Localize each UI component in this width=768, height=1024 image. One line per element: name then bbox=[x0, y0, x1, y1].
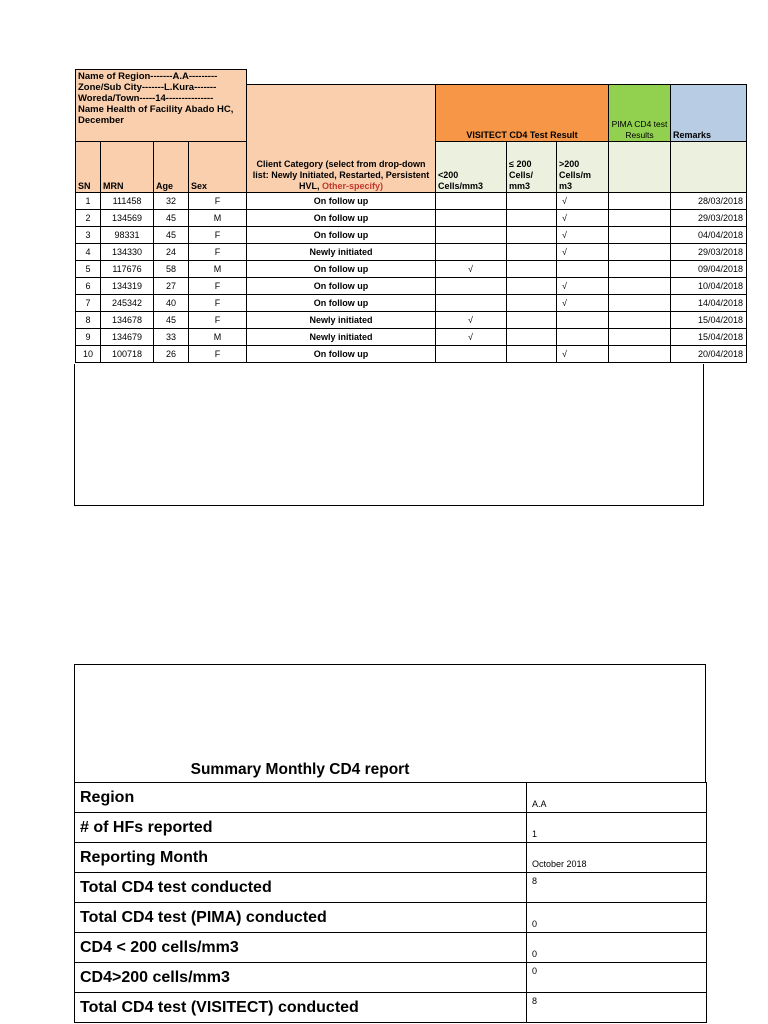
lt200-cell: √ bbox=[436, 312, 507, 329]
category-cell: Newly initiated bbox=[247, 244, 436, 261]
lt200-cell: √ bbox=[436, 261, 507, 278]
age-cell: 40 bbox=[154, 295, 189, 312]
pima-cell bbox=[609, 278, 671, 295]
gt200-cell: √ bbox=[557, 278, 609, 295]
le200-header: ≤ 200 Cells/ mm3 bbox=[507, 142, 557, 193]
summary-value: 1 bbox=[527, 813, 707, 843]
sex-cell: M bbox=[189, 261, 247, 278]
sn-header: SN bbox=[76, 142, 101, 193]
summary-label: Total CD4 test conducted bbox=[75, 873, 527, 903]
le200-cell bbox=[507, 227, 557, 244]
table-row bbox=[76, 346, 747, 363]
le200-cell bbox=[507, 312, 557, 329]
mrn-cell: 111458 bbox=[101, 193, 154, 210]
table-row bbox=[76, 312, 747, 329]
lt200-header: <200 Cells/mm3 bbox=[436, 142, 507, 193]
pima-header: PIMA CD4 test Results bbox=[609, 85, 671, 142]
remark-cell: 29/03/2018 bbox=[671, 244, 747, 261]
sn-cell: 8 bbox=[76, 312, 101, 329]
category-cell: On follow up bbox=[247, 227, 436, 244]
remark-cell: 10/04/2018 bbox=[671, 278, 747, 295]
sn-cell: 3 bbox=[76, 227, 101, 244]
mrn-cell: 117676 bbox=[101, 261, 154, 278]
category-cell: On follow up bbox=[247, 261, 436, 278]
visitect-header: VISITECT CD4 Test Result bbox=[436, 85, 609, 142]
summary-row bbox=[75, 963, 707, 993]
sn-cell: 2 bbox=[76, 210, 101, 227]
sex-cell: F bbox=[189, 278, 247, 295]
summary-value: 0 bbox=[527, 933, 707, 963]
lt200-cell bbox=[436, 346, 507, 363]
gt200-cell bbox=[557, 312, 609, 329]
summary-row bbox=[75, 993, 707, 1023]
category-cell: On follow up bbox=[247, 295, 436, 312]
age-cell: 45 bbox=[154, 210, 189, 227]
summary-row bbox=[75, 873, 707, 903]
age-cell: 27 bbox=[154, 278, 189, 295]
remark-cell: 15/04/2018 bbox=[671, 329, 747, 346]
register-body bbox=[76, 193, 747, 363]
age-cell: 32 bbox=[154, 193, 189, 210]
remark-cell: 29/03/2018 bbox=[671, 210, 747, 227]
le200-cell bbox=[507, 295, 557, 312]
pima-cell bbox=[609, 295, 671, 312]
summary-value: October 2018 bbox=[527, 843, 707, 873]
summary-label: CD4 < 200 cells/mm3 bbox=[75, 933, 527, 963]
facility-line: Name Health of Facility Abado HC, December bbox=[78, 104, 234, 126]
sex-cell: F bbox=[189, 227, 247, 244]
le200-cell bbox=[507, 278, 557, 295]
gt200-cell: √ bbox=[557, 193, 609, 210]
le200-cell bbox=[507, 261, 557, 278]
client-category-label: Client Category (select from drop-down list: Newly Initiated, Restarted, Persistent HVL, bbox=[252, 159, 430, 191]
woreda-line: Woreda/Town-----14--------------- bbox=[78, 93, 214, 104]
summary-label: Total CD4 test (VISITECT) conducted bbox=[75, 993, 527, 1023]
category-cell: On follow up bbox=[247, 278, 436, 295]
category-cell: Newly initiated bbox=[247, 312, 436, 329]
age-header: Age bbox=[154, 142, 189, 193]
sn-cell: 9 bbox=[76, 329, 101, 346]
pima-cell bbox=[609, 346, 671, 363]
summary-label: # of HFs reported bbox=[75, 813, 527, 843]
category-cell: On follow up bbox=[247, 210, 436, 227]
sn-cell: 7 bbox=[76, 295, 101, 312]
summary-table bbox=[74, 782, 707, 1023]
table-row bbox=[76, 329, 747, 346]
table-row bbox=[76, 295, 747, 312]
sex-header: Sex bbox=[189, 142, 247, 193]
age-cell: 45 bbox=[154, 312, 189, 329]
summary-value: 8 bbox=[527, 993, 707, 1023]
gt200-cell: √ bbox=[557, 227, 609, 244]
sex-cell: F bbox=[189, 346, 247, 363]
age-cell: 45 bbox=[154, 227, 189, 244]
summary-label: Reporting Month bbox=[75, 843, 527, 873]
remark-cell: 14/04/2018 bbox=[671, 295, 747, 312]
pima-cell bbox=[609, 329, 671, 346]
gt200-cell bbox=[557, 261, 609, 278]
sex-cell: M bbox=[189, 329, 247, 346]
cd4-register-table bbox=[75, 69, 747, 363]
sex-cell: F bbox=[189, 193, 247, 210]
pima-cell bbox=[609, 227, 671, 244]
sex-cell: F bbox=[189, 312, 247, 329]
sn-cell: 1 bbox=[76, 193, 101, 210]
lt200-cell bbox=[436, 244, 507, 261]
summary-row bbox=[75, 933, 707, 963]
mrn-cell: 245342 bbox=[101, 295, 154, 312]
gt200-cell: √ bbox=[557, 244, 609, 261]
le200-cell bbox=[507, 346, 557, 363]
sn-cell: 5 bbox=[76, 261, 101, 278]
gt200-cell: √ bbox=[557, 346, 609, 363]
gt200-cell: √ bbox=[557, 295, 609, 312]
mrn-cell: 134330 bbox=[101, 244, 154, 261]
le200-cell bbox=[507, 329, 557, 346]
remark-cell: 28/03/2018 bbox=[671, 193, 747, 210]
table-row bbox=[76, 193, 747, 210]
sex-cell: F bbox=[189, 295, 247, 312]
mrn-cell: 100718 bbox=[101, 346, 154, 363]
summary-value: 0 bbox=[527, 963, 707, 993]
lt200-cell bbox=[436, 193, 507, 210]
table-row bbox=[76, 210, 747, 227]
summary-row bbox=[75, 813, 707, 843]
sex-cell: F bbox=[189, 244, 247, 261]
zone-line: Zone/Sub City-------L.Kura------- bbox=[78, 82, 217, 93]
table-row bbox=[76, 261, 747, 278]
summary-value: A.A bbox=[527, 783, 707, 813]
lt200-cell bbox=[436, 278, 507, 295]
category-cell: On follow up bbox=[247, 193, 436, 210]
age-cell: 26 bbox=[154, 346, 189, 363]
summary-label: Region bbox=[75, 783, 527, 813]
gt200-cell bbox=[557, 329, 609, 346]
table-row bbox=[76, 278, 747, 295]
pima-cell bbox=[609, 210, 671, 227]
pima-cell bbox=[609, 193, 671, 210]
mrn-cell: 134678 bbox=[101, 312, 154, 329]
category-cell: On follow up bbox=[247, 346, 436, 363]
summary-row bbox=[75, 783, 707, 813]
lt200-cell bbox=[436, 210, 507, 227]
lt200-cell: √ bbox=[436, 329, 507, 346]
summary-value: 8 bbox=[527, 873, 707, 903]
age-cell: 58 bbox=[154, 261, 189, 278]
age-cell: 33 bbox=[154, 329, 189, 346]
mrn-cell: 134319 bbox=[101, 278, 154, 295]
lt200-cell bbox=[436, 295, 507, 312]
category-cell: Newly initiated bbox=[247, 329, 436, 346]
lt200-cell bbox=[436, 227, 507, 244]
sn-cell: 4 bbox=[76, 244, 101, 261]
remark-cell: 15/04/2018 bbox=[671, 312, 747, 329]
gt200-header: >200 Cells/m m3 bbox=[557, 142, 609, 193]
gt200-cell: √ bbox=[557, 210, 609, 227]
mrn-cell: 98331 bbox=[101, 227, 154, 244]
le200-cell bbox=[507, 244, 557, 261]
remark-cell: 09/04/2018 bbox=[671, 261, 747, 278]
summary-row bbox=[75, 843, 707, 873]
remark-cell: 20/04/2018 bbox=[671, 346, 747, 363]
pima-cell bbox=[609, 244, 671, 261]
mrn-cell: 134679 bbox=[101, 329, 154, 346]
sex-cell: M bbox=[189, 210, 247, 227]
pima-cell bbox=[609, 261, 671, 278]
blank-notes-area bbox=[74, 364, 704, 506]
summary-label: Total CD4 test (PIMA) conducted bbox=[75, 903, 527, 933]
age-cell: 24 bbox=[154, 244, 189, 261]
remarks-header: Remarks bbox=[671, 85, 747, 142]
client-category-header bbox=[247, 85, 436, 193]
remark-cell: 04/04/2018 bbox=[671, 227, 747, 244]
mrn-cell: 134569 bbox=[101, 210, 154, 227]
sn-cell: 6 bbox=[76, 278, 101, 295]
summary-label: CD4>200 cells/mm3 bbox=[75, 963, 527, 993]
table-row bbox=[76, 244, 747, 261]
client-category-other: Other-specify) bbox=[322, 181, 384, 191]
table-row bbox=[76, 227, 747, 244]
mrn-header: MRN bbox=[101, 142, 154, 193]
region-line: Name of Region-------A.A--------- bbox=[78, 71, 218, 82]
remarks-value-header bbox=[671, 142, 747, 193]
le200-cell bbox=[507, 193, 557, 210]
summary-title: Summary Monthly CD4 report bbox=[190, 761, 410, 778]
facility-info-block bbox=[76, 70, 247, 142]
sn-cell: 10 bbox=[76, 346, 101, 363]
le200-cell bbox=[507, 210, 557, 227]
summary-value: 0 bbox=[527, 903, 707, 933]
pima-value-header bbox=[609, 142, 671, 193]
summary-row bbox=[75, 903, 707, 933]
pima-cell bbox=[609, 312, 671, 329]
